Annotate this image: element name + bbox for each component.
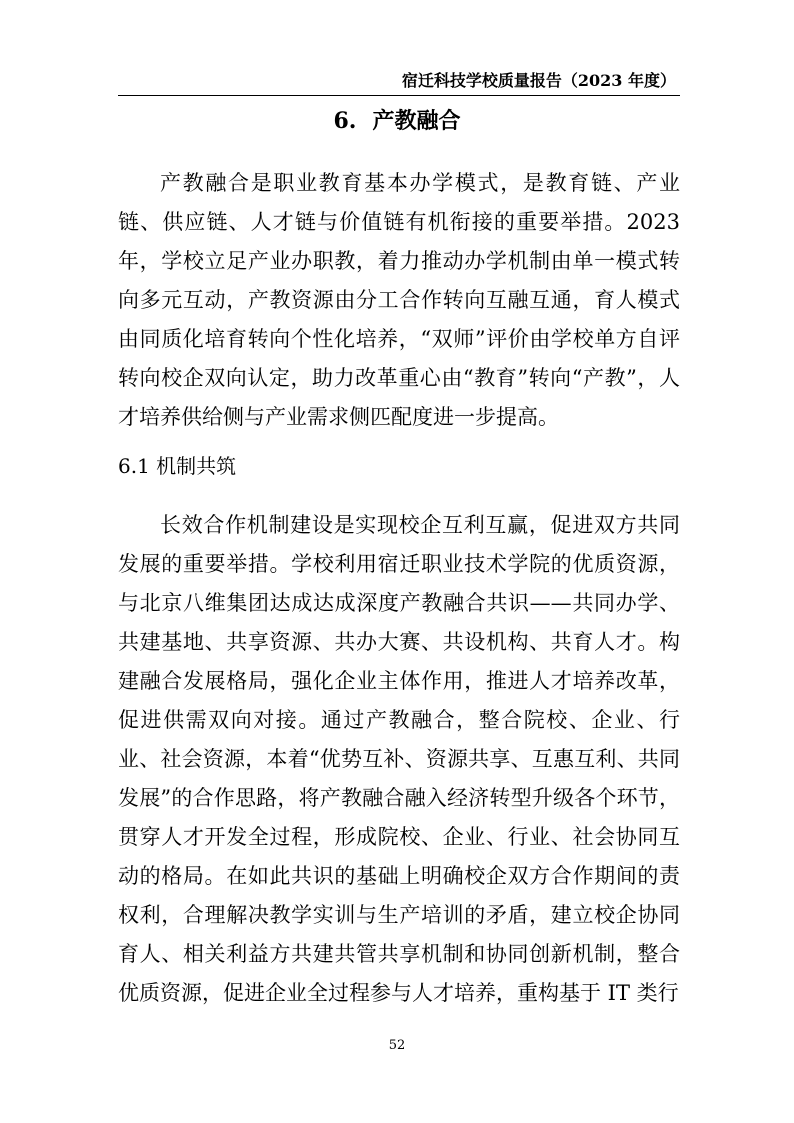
mechanism-paragraph: 长效合作机制建设是实现校企互利互赢，促进双方共同发展的重要举措。学校利用宿迁职业技术学院的优质资源，与北京八维集团达成达成深度产教融合共识——共同办学、共建基地、共享资源、共办大赛、共设机构、共育人才。构建融合发展格局，强化企业主体作用，推进人才培养改革，促进供需双向对接。通过产教融合，整合院校、企业、行业、社会资源，本着“优势互补、资源共享、互惠互利、共同发展”的合作思路，将产教融合融入经济转型升级各个环节，贯穿人才开发全过程，形成院校、企业、行业、社会协同互动的格局。在如此共识的基础上明确校企双方合作期间的责权利，合理解决教学实训与生产培训的矛盾，建立校企协同育人、相关利益方共建共管共享机制和协同创新机制，整合优质资源，促进企业全过程参与人才培养，重构基于 IT 类行	[118, 513, 680, 1005]
section-title-text: 产教融合	[372, 108, 461, 134]
running-header: 宿迁科技学校质量报告（2023 年度）	[401, 71, 676, 90]
section-number: 6.	[333, 108, 357, 134]
section-title	[0, 104, 794, 138]
subsection-heading: 6.1 机制共筑	[118, 454, 237, 478]
page-number: 52	[388, 1038, 406, 1053]
intro-paragraph: 产教融合是职业教育基本办学模式，是教育链、产业链、供应链、人才链与价值链有机衔接的重要举措。2023 年，学校立足产业办职教，着力推动办学机制由单一模式转向多元互动，产教资源由分工合作转向互融互通，育人模式由同质化培育转向个性化培养，“双师”评价由学校单方自评转向校企双向认定，助力改革重心由“教育”转向“产教”，人才培养供给侧与产业需求侧匹配度进一步提高。	[118, 171, 680, 429]
header-divider	[118, 95, 680, 96]
